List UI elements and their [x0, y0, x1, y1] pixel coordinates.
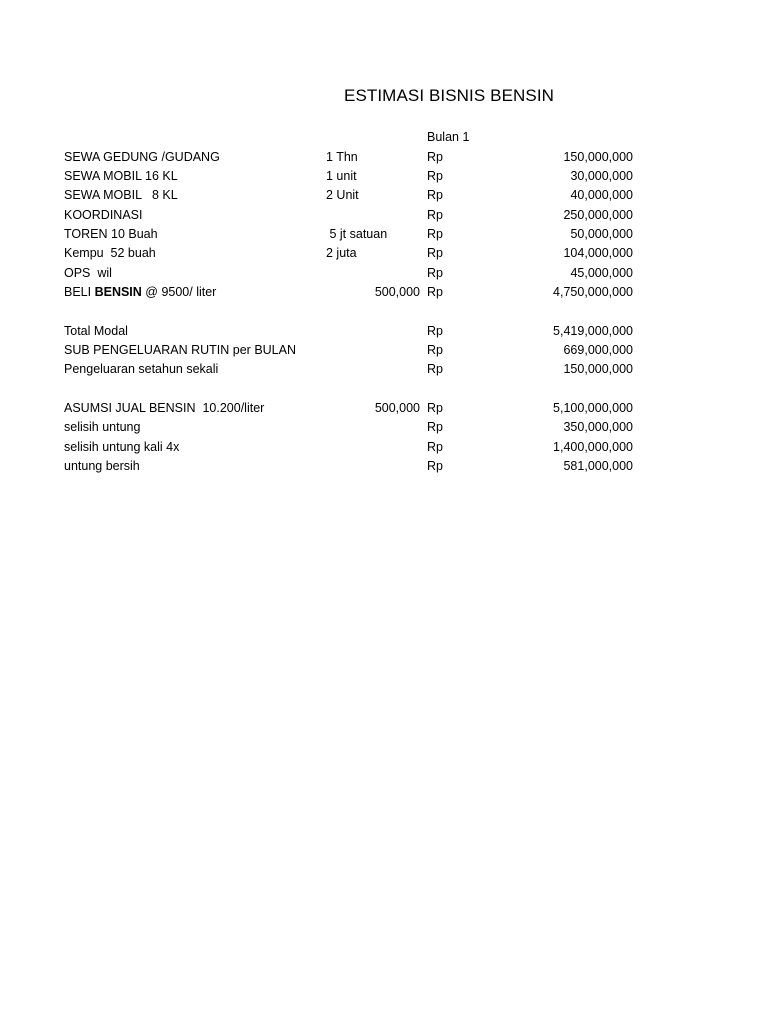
row-label: selisih untung kali 4x	[64, 440, 180, 454]
row-label: SEWA MOBIL 8 KL	[64, 188, 178, 202]
row-label	[64, 285, 216, 299]
table-row	[0, 188, 768, 206]
currency-label: Rp	[427, 169, 443, 183]
column-header-bulan: Bulan 1	[427, 130, 470, 144]
row-amount: 150,000,000	[563, 362, 633, 376]
row-amount: 669,000,000	[563, 343, 633, 357]
row-label: SEWA GEDUNG /GUDANG	[64, 150, 220, 164]
currency-label: Rp	[427, 188, 443, 202]
row-amount: 350,000,000	[563, 420, 633, 434]
currency-label: Rp	[427, 227, 443, 241]
currency-label: Rp	[427, 324, 443, 338]
label-bold: BENSIN	[94, 285, 142, 299]
currency-label: Rp	[427, 420, 443, 434]
table-row	[0, 324, 768, 342]
row-amount: 250,000,000	[563, 208, 633, 222]
label-prefix: BELI	[64, 285, 95, 299]
row-amount: 4,750,000,000	[553, 285, 633, 299]
currency-label: Rp	[427, 362, 443, 376]
document-title: ESTIMASI BISNIS BENSIN	[344, 86, 555, 105]
currency-label: Rp	[427, 246, 443, 260]
row-amount: 40,000,000	[570, 188, 633, 202]
row-amount: 150,000,000	[563, 150, 633, 164]
table-row	[0, 362, 768, 380]
currency-label: Rp	[427, 266, 443, 280]
table-row	[0, 420, 768, 438]
row-label: SEWA MOBIL 16 KL	[64, 169, 178, 183]
row-amount: 50,000,000	[570, 227, 633, 241]
currency-label: Rp	[427, 440, 443, 454]
row-amount: 104,000,000	[563, 246, 633, 260]
table-row	[0, 208, 768, 226]
row-label: TOREN 10 Buah	[64, 227, 158, 241]
currency-label: Rp	[427, 401, 443, 415]
table-row	[0, 266, 768, 284]
row-label: Total Modal	[64, 324, 128, 338]
label-suffix: @ 9500/ liter	[141, 285, 217, 299]
table-row	[0, 459, 768, 477]
row-detail: 5 jt satuan	[326, 227, 388, 241]
currency-label: Rp	[427, 459, 443, 473]
row-detail: 1 unit	[326, 169, 357, 183]
row-amount: 5,100,000,000	[553, 401, 633, 415]
row-detail: 2 Unit	[326, 188, 359, 202]
row-label: OPS wil	[64, 266, 112, 280]
row-quantity: 500,000	[374, 285, 420, 299]
row-detail: 1 Thn	[326, 150, 358, 164]
row-amount: 1,400,000,000	[553, 440, 633, 454]
currency-label: Rp	[427, 285, 443, 299]
row-amount: 5,419,000,000	[553, 324, 633, 338]
table-row	[0, 150, 768, 168]
table-row	[0, 169, 768, 187]
row-label: ASUMSI JUAL BENSIN 10.200/liter	[64, 401, 265, 415]
row-label: selisih untung	[64, 420, 141, 434]
row-amount: 581,000,000	[563, 459, 633, 473]
row-detail: 2 juta	[326, 246, 357, 260]
row-quantity: 500,000	[374, 401, 420, 415]
row-label: SUB PENGELUARAN RUTIN per BULAN	[64, 343, 297, 357]
row-amount: 30,000,000	[570, 169, 633, 183]
table-row	[0, 343, 768, 361]
currency-label: Rp	[427, 150, 443, 164]
row-label: Pengeluaran setahun sekali	[64, 362, 219, 376]
row-label: KOORDINASI	[64, 208, 143, 222]
row-amount: 45,000,000	[570, 266, 633, 280]
row-label: untung bersih	[64, 459, 140, 473]
currency-label: Rp	[427, 343, 443, 357]
row-label: Kempu 52 buah	[64, 246, 156, 260]
table-row	[0, 227, 768, 245]
currency-label: Rp	[427, 208, 443, 222]
table-row	[0, 440, 768, 458]
table-row	[0, 401, 768, 419]
table-row	[0, 285, 768, 303]
table-row	[0, 246, 768, 264]
